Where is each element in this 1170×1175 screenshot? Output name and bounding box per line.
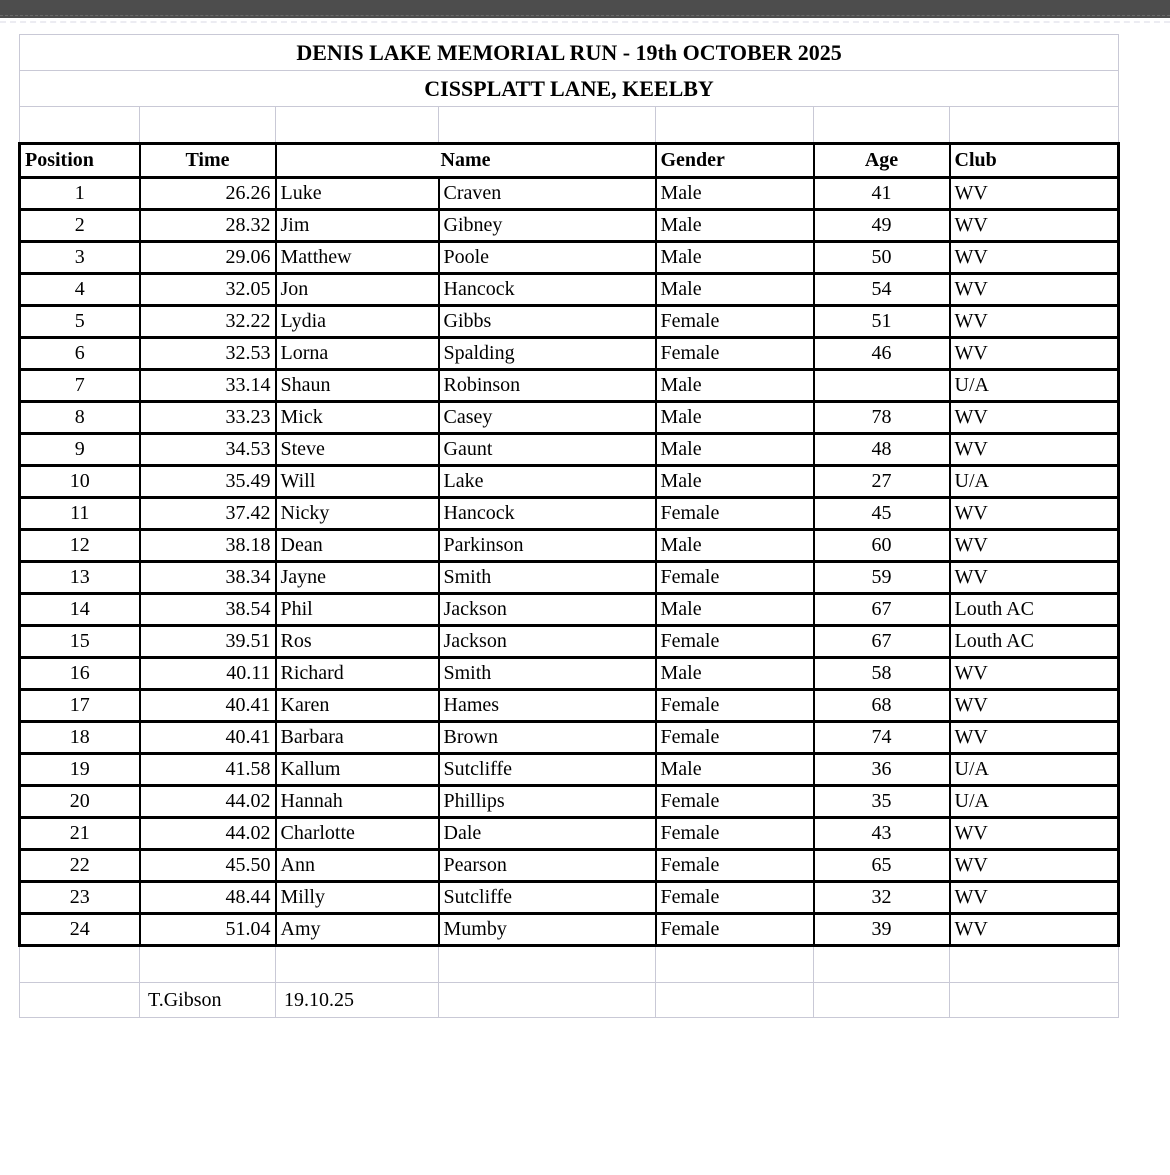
cell-surname: Hancock	[439, 274, 656, 306]
cell-club: WV	[950, 914, 1119, 946]
cell-surname: Dale	[439, 818, 656, 850]
cell-position: 1	[20, 178, 140, 210]
cell-surname: Lake	[439, 466, 656, 498]
cell-club: WV	[950, 274, 1119, 306]
cell-gender: Male	[656, 210, 814, 242]
cell-time: 29.06	[140, 242, 276, 274]
cell-club: WV	[950, 882, 1119, 914]
cell-age: 65	[814, 850, 950, 882]
table-row	[20, 786, 1119, 818]
cell-gender: Male	[656, 402, 814, 434]
cell-first-name: Luke	[276, 178, 439, 210]
cell-surname: Gaunt	[439, 434, 656, 466]
cell-club: WV	[950, 530, 1119, 562]
col-header-age: Age	[814, 144, 950, 178]
cell-position: 11	[20, 498, 140, 530]
cell-surname: Casey	[439, 402, 656, 434]
cell-position: 6	[20, 338, 140, 370]
table-row	[20, 402, 1119, 434]
cell-age: 67	[814, 594, 950, 626]
cell-first-name: Ann	[276, 850, 439, 882]
cell-gender: Male	[656, 178, 814, 210]
cell-first-name: Jayne	[276, 562, 439, 594]
cell-first-name: Phil	[276, 594, 439, 626]
cell-time: 34.53	[140, 434, 276, 466]
cell-first-name: Nicky	[276, 498, 439, 530]
cell-gender: Male	[656, 594, 814, 626]
cell-position: 21	[20, 818, 140, 850]
table-row	[20, 306, 1119, 338]
table-row	[20, 754, 1119, 786]
table-row	[20, 626, 1119, 658]
col-header-position: Position	[20, 144, 140, 178]
cell-age: 48	[814, 434, 950, 466]
cell-position: 19	[20, 754, 140, 786]
cell-age	[814, 370, 950, 402]
page-subtitle: CISSPLATT LANE, KEELBY	[20, 71, 1119, 107]
cell-first-name: Hannah	[276, 786, 439, 818]
cell-time: 41.58	[140, 754, 276, 786]
cell-club: U/A	[950, 786, 1119, 818]
cell-first-name: Lydia	[276, 306, 439, 338]
cell-age: 36	[814, 754, 950, 786]
cell-first-name: Charlotte	[276, 818, 439, 850]
cell-time: 37.42	[140, 498, 276, 530]
cell-position: 10	[20, 466, 140, 498]
cell-surname: Hancock	[439, 498, 656, 530]
cell-first-name: Amy	[276, 914, 439, 946]
cell-gender: Male	[656, 754, 814, 786]
cell-surname: Robinson	[439, 370, 656, 402]
footer-row	[20, 983, 1119, 1018]
cell-first-name: Matthew	[276, 242, 439, 274]
table-row	[20, 530, 1119, 562]
table-row	[20, 690, 1119, 722]
table-row	[20, 210, 1119, 242]
cell-time: 33.23	[140, 402, 276, 434]
cell-first-name: Kallum	[276, 754, 439, 786]
cell-club: Louth AC	[950, 626, 1119, 658]
cell-surname: Brown	[439, 722, 656, 754]
cell-age: 45	[814, 498, 950, 530]
cell-surname: Jackson	[439, 626, 656, 658]
col-header-time: Time	[140, 144, 276, 178]
cell-first-name: Richard	[276, 658, 439, 690]
cell-club: WV	[950, 818, 1119, 850]
col-header-gender: Gender	[656, 144, 814, 178]
cell-gender: Female	[656, 786, 814, 818]
cell-position: 3	[20, 242, 140, 274]
cell-position: 23	[20, 882, 140, 914]
cell-club: WV	[950, 434, 1119, 466]
cell-time: 40.11	[140, 658, 276, 690]
cell-age: 58	[814, 658, 950, 690]
table-row	[20, 818, 1119, 850]
cell-position: 4	[20, 274, 140, 306]
cell-position: 18	[20, 722, 140, 754]
title-row	[20, 35, 1119, 71]
cell-club: WV	[950, 178, 1119, 210]
cell-first-name: Dean	[276, 530, 439, 562]
cell-first-name: Mick	[276, 402, 439, 434]
cell-first-name: Jon	[276, 274, 439, 306]
cell-time: 26.26	[140, 178, 276, 210]
cell-age: 67	[814, 626, 950, 658]
cell-gender: Female	[656, 690, 814, 722]
cell-first-name: Lorna	[276, 338, 439, 370]
cell-age: 43	[814, 818, 950, 850]
cell-club: U/A	[950, 466, 1119, 498]
cell-position: 22	[20, 850, 140, 882]
table-row	[20, 882, 1119, 914]
cell-club: WV	[950, 690, 1119, 722]
cell-gender: Male	[656, 370, 814, 402]
spacer-row	[20, 107, 1119, 144]
table-row	[20, 434, 1119, 466]
cell-gender: Female	[656, 626, 814, 658]
cell-age: 50	[814, 242, 950, 274]
cell-age: 32	[814, 882, 950, 914]
table-row	[20, 338, 1119, 370]
cell-gender: Male	[656, 274, 814, 306]
cell-position: 14	[20, 594, 140, 626]
cell-time: 35.49	[140, 466, 276, 498]
table-row	[20, 722, 1119, 754]
cell-first-name: Barbara	[276, 722, 439, 754]
cell-gender: Male	[656, 530, 814, 562]
cell-gender: Female	[656, 914, 814, 946]
cell-age: 41	[814, 178, 950, 210]
cell-gender: Female	[656, 498, 814, 530]
cell-position: 17	[20, 690, 140, 722]
cell-club: Louth AC	[950, 594, 1119, 626]
cell-surname: Phillips	[439, 786, 656, 818]
spacer-row	[20, 946, 1119, 983]
table-header-row	[20, 144, 1119, 178]
cell-surname: Jackson	[439, 594, 656, 626]
cell-time: 38.18	[140, 530, 276, 562]
cell-surname: Mumby	[439, 914, 656, 946]
table-row	[20, 594, 1119, 626]
cell-time: 45.50	[140, 850, 276, 882]
cell-age: 46	[814, 338, 950, 370]
cell-first-name: Steve	[276, 434, 439, 466]
cell-surname: Spalding	[439, 338, 656, 370]
cell-club: WV	[950, 210, 1119, 242]
table-row	[20, 914, 1119, 946]
cell-first-name: Ros	[276, 626, 439, 658]
cell-age: 74	[814, 722, 950, 754]
cell-club: WV	[950, 722, 1119, 754]
cell-surname: Craven	[439, 178, 656, 210]
cell-gender: Female	[656, 306, 814, 338]
cell-surname: Smith	[439, 658, 656, 690]
cell-position: 9	[20, 434, 140, 466]
cell-time: 44.02	[140, 786, 276, 818]
cell-age: 68	[814, 690, 950, 722]
table-row	[20, 274, 1119, 306]
cell-time: 39.51	[140, 626, 276, 658]
record-date: 19.10.25	[276, 983, 439, 1018]
cell-position: 2	[20, 210, 140, 242]
cell-position: 15	[20, 626, 140, 658]
cell-first-name: Will	[276, 466, 439, 498]
cell-surname: Hames	[439, 690, 656, 722]
cell-position: 20	[20, 786, 140, 818]
spreadsheet-page	[18, 34, 1120, 1018]
cell-gender: Male	[656, 658, 814, 690]
cell-age: 35	[814, 786, 950, 818]
page-break-dashed-line	[0, 21, 1170, 23]
table-row	[20, 242, 1119, 274]
cell-time: 32.05	[140, 274, 276, 306]
cell-surname: Poole	[439, 242, 656, 274]
cell-first-name: Karen	[276, 690, 439, 722]
cell-position: 7	[20, 370, 140, 402]
topbar-dashed-edge	[0, 15, 1170, 16]
cell-gender: Male	[656, 434, 814, 466]
window-top-bar	[0, 0, 1170, 18]
cell-time: 40.41	[140, 690, 276, 722]
cell-position: 24	[20, 914, 140, 946]
cell-gender: Female	[656, 818, 814, 850]
cell-gender: Female	[656, 338, 814, 370]
cell-club: WV	[950, 402, 1119, 434]
cell-surname: Sutcliffe	[439, 754, 656, 786]
cell-position: 12	[20, 530, 140, 562]
cell-position: 8	[20, 402, 140, 434]
cell-time: 38.54	[140, 594, 276, 626]
recorded-by: T.Gibson	[140, 983, 276, 1018]
cell-position: 5	[20, 306, 140, 338]
cell-club: WV	[950, 338, 1119, 370]
cell-position: 13	[20, 562, 140, 594]
cell-age: 78	[814, 402, 950, 434]
cell-first-name: Milly	[276, 882, 439, 914]
cell-position: 16	[20, 658, 140, 690]
cell-age: 49	[814, 210, 950, 242]
cell-club: WV	[950, 498, 1119, 530]
cell-time: 51.04	[140, 914, 276, 946]
cell-club: WV	[950, 306, 1119, 338]
cell-age: 51	[814, 306, 950, 338]
table-row	[20, 498, 1119, 530]
cell-age: 27	[814, 466, 950, 498]
cell-surname: Parkinson	[439, 530, 656, 562]
cell-club: WV	[950, 562, 1119, 594]
cell-surname: Smith	[439, 562, 656, 594]
table-row	[20, 370, 1119, 402]
cell-surname: Gibbs	[439, 306, 656, 338]
cell-age: 59	[814, 562, 950, 594]
cell-gender: Female	[656, 722, 814, 754]
cell-gender: Female	[656, 850, 814, 882]
cell-club: WV	[950, 658, 1119, 690]
cell-club: WV	[950, 850, 1119, 882]
cell-age: 54	[814, 274, 950, 306]
cell-age: 39	[814, 914, 950, 946]
col-header-club: Club	[950, 144, 1119, 178]
cell-first-name: Shaun	[276, 370, 439, 402]
cell-first-name: Jim	[276, 210, 439, 242]
table-row	[20, 466, 1119, 498]
cell-surname: Pearson	[439, 850, 656, 882]
cell-club: WV	[950, 242, 1119, 274]
cell-club: U/A	[950, 370, 1119, 402]
cell-time: 38.34	[140, 562, 276, 594]
subtitle-row	[20, 71, 1119, 107]
cell-time: 32.22	[140, 306, 276, 338]
cell-club: U/A	[950, 754, 1119, 786]
cell-time: 44.02	[140, 818, 276, 850]
cell-gender: Female	[656, 882, 814, 914]
table-row	[20, 178, 1119, 210]
cell-time: 28.32	[140, 210, 276, 242]
results-table	[18, 34, 1120, 1018]
cell-gender: Male	[656, 242, 814, 274]
cell-time: 33.14	[140, 370, 276, 402]
table-row	[20, 562, 1119, 594]
cell-time: 48.44	[140, 882, 276, 914]
page-title: DENIS LAKE MEMORIAL RUN - 19th OCTOBER 2025	[20, 35, 1119, 71]
table-row	[20, 658, 1119, 690]
cell-time: 40.41	[140, 722, 276, 754]
cell-surname: Sutcliffe	[439, 882, 656, 914]
col-header-name: Name	[276, 144, 656, 178]
cell-gender: Female	[656, 562, 814, 594]
cell-gender: Male	[656, 466, 814, 498]
cell-surname: Gibney	[439, 210, 656, 242]
table-row	[20, 850, 1119, 882]
cell-time: 32.53	[140, 338, 276, 370]
cell-age: 60	[814, 530, 950, 562]
